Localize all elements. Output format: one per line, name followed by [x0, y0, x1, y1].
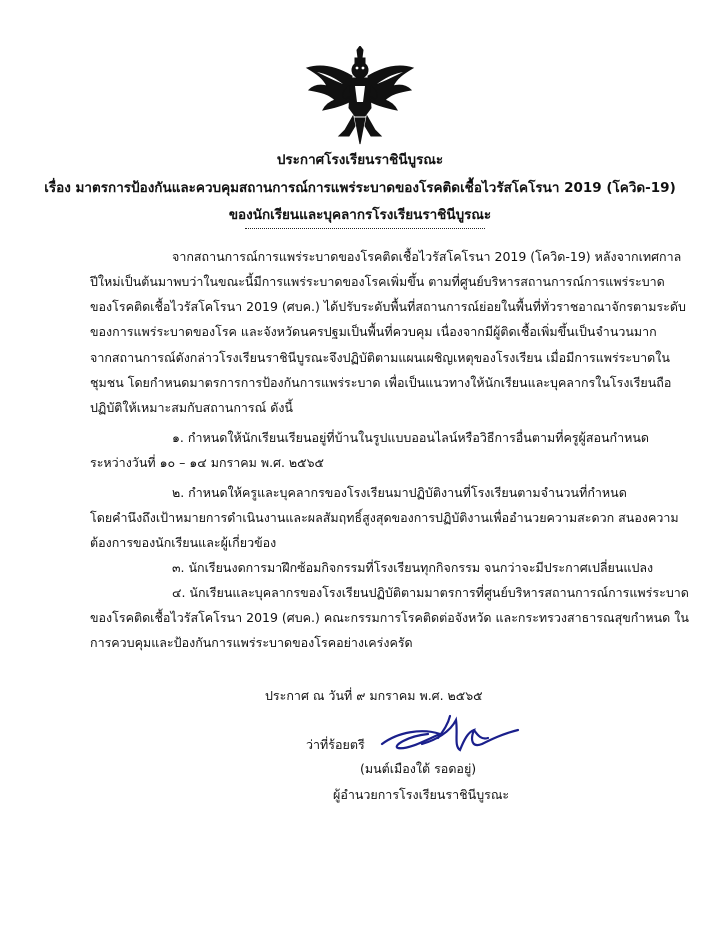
signer-name: (มนต์เมืองใต้ รอดอยู่)	[360, 761, 477, 776]
paragraph-line: ชุมชน โดยกำหนดมาตรการการป้องกันการแพร่ระบาด เพื่อเป็นแนวทางให้นักเรียนและบุคลากรในโรงเรียนถือ	[90, 375, 672, 390]
list-item-4: ๔. นักเรียนและบุคลากรของโรงเรียนปฏิบัติตามมาตรการที่ศูนย์บริหารสถานการณ์การแพร่ระบาด	[172, 585, 689, 600]
list-item-2-cont: ต้องการของนักเรียนและผู้เกี่ยวข้อง	[90, 535, 277, 550]
signer-rank: ว่าที่ร้อยตรี	[306, 737, 365, 752]
announcement-date: ประกาศ ณ วันที่ ๙ มกราคม พ.ศ. ๒๕๖๕	[265, 688, 483, 703]
handwritten-signature-icon	[378, 710, 528, 760]
paragraph-line: จากสถานการณ์การแพร่ระบาดของโรคติดเชื้อไวรัสโคโรนา 2019 (โควิด-19) หลังจากเทศกาล	[172, 249, 682, 264]
paragraph-line: ปฏิบัติให้เหมาะสมกับสถานการณ์ ดังนี้	[90, 400, 293, 415]
paragraph-line: จากสถานการณ์ดังกล่าวโรงเรียนราชินีบูรณะจึงปฏิบัติตามแผนเผชิญเหตุของโรงเรียน เมื่อมีการแพร่ระบาดใน	[90, 350, 670, 365]
garuda-emblem-icon	[305, 46, 415, 146]
paragraph-line: ของการแพร่ระบาดของโรค และจังหวัดนครปฐมเป็นพื้นที่ควบคุม เนื่องจากมีผู้ติดเชื้อเพิ่มขึ้นเป็นจำนวนมาก	[90, 324, 657, 339]
list-item-2: ๒. กำหนดให้ครูและบุคลากรของโรงเรียนมาปฏิบัติงานที่โรงเรียนตามจำนวนที่กำหนด	[172, 485, 627, 500]
announcement-subject-line2: ของนักเรียนและบุคลากรโรงเรียนราชินีบูรณะ	[228, 207, 492, 223]
list-item-1: ๑. กำหนดให้นักเรียนเรียนอยู่ที่บ้านในรูปแบบออนไลน์หรือวิธีการอื่นตามที่ครูผู้สอนกำหนด	[172, 430, 650, 445]
list-item-4-cont: การควบคุมและป้องกันการแพร่ระบาดของโรคอย่างเคร่งครัด	[90, 635, 413, 650]
paragraph-line: ปีใหม่เป็นต้นมาพบว่าในขณะนี้มีการแพร่ระบาดของโรคเพิ่มขึ้น ตามที่ศูนย์บริหารสถานการณ์การแพร่ระบาด	[90, 274, 665, 289]
signer-position: ผู้อำนวยการโรงเรียนราชินีบูรณะ	[333, 787, 510, 802]
list-item-1-cont: ระหว่างวันที่ ๑๐ – ๑๔ มกราคม พ.ศ. ๒๕๖๕	[90, 455, 325, 470]
list-item-4-cont: ของโรคติดเชื้อไวรัสโคโรนา 2019 (ศบค.) คณะกรรมการโรคติดต่อจังหวัด และกระทรวงสาธารณสุขกำหนด ใน	[90, 610, 689, 625]
list-item-3: ๓. นักเรียนงดการมาฝึกซ้อมกิจกรรมที่โรงเรียนทุกกิจกรรม จนกว่าจะมีประกาศเปลี่ยนแปลง	[172, 560, 654, 575]
announcement-subject: เรื่อง มาตรการป้องกันและควบคุมสถานการณ์การแพร่ระบาดของโรคติดเชื้อไวรัสโคโรนา 2019 (โควิด-19)	[44, 180, 676, 196]
paragraph-line: ของโรคติดเชื้อไวรัสโคโรนา 2019 (ศบค.) ได้ปรับระดับพื้นที่สถานการณ์ย่อยในพื้นที่ทั่วราชอาณาจักรตามระดับ	[90, 299, 686, 314]
dotted-separator	[245, 228, 485, 230]
list-item-2-cont: โดยคำนึงถึงเป้าหมายการดำเนินงานและผลสัมฤทธิ์สูงสุดของการปฏิบัติงานเพื่ออำนวยความสะดวก สนองความ	[90, 510, 679, 525]
announcement-title: ประกาศโรงเรียนราชินีบูรณะ	[276, 152, 444, 168]
